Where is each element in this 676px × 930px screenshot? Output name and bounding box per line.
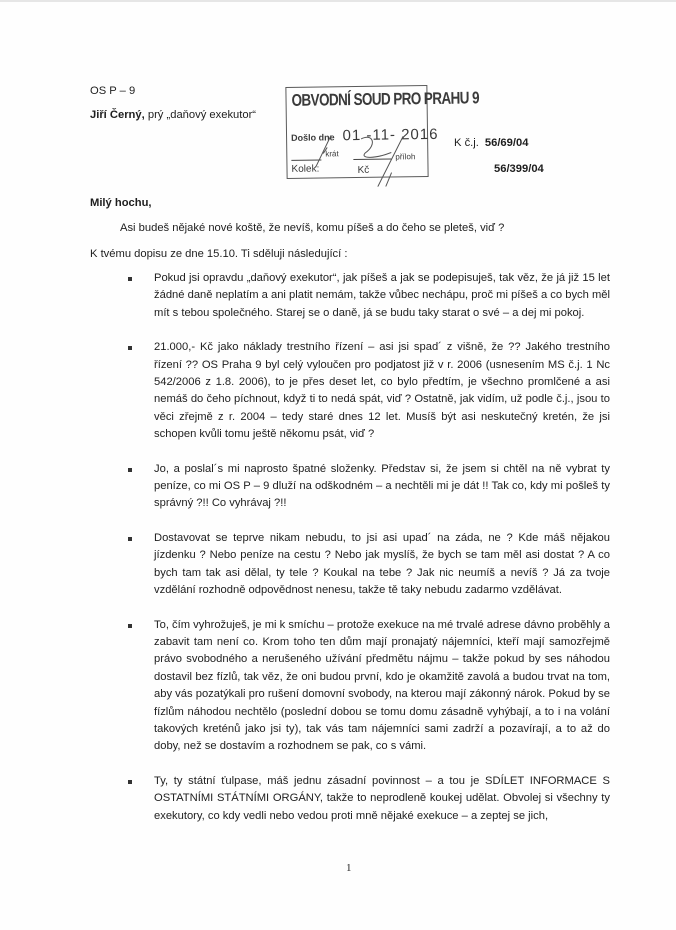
lead-paragraph: K tvému dopisu ze dne 15.10. Ti sděluji následující : bbox=[90, 248, 348, 260]
bullet-icon bbox=[128, 468, 132, 472]
stamp-line bbox=[291, 160, 321, 161]
reference-number-2: 56/399/04 bbox=[494, 163, 544, 175]
stamp-received-label: Došlo dne bbox=[291, 132, 335, 143]
list-item-text: 21.000,- Kč jako náklady trestního řízení – asi jsi spad´ z višně, že ?? Jakého trestního řízení ?? OS Praha 9 byl celý vyloučen pro podjatost již v r. 2006 (usnesením MS č.j. 1 Nc 542/2006 z 1.8. 2006), to je přes deset let, co bylo předtím, je všechno promlčené a asi nemáš do čeho píchnout, když ti to nedá spát, viď ? Ostatně, jak vidím, už podle č.j., jsou to věci zřejmě z r. 2004 – tedy staré dnes 12 let. Musíš být asi neskutečný kretén, že jsi schopen kvůli tomu ještě někomu psát, viď ? bbox=[154, 341, 610, 441]
bullet-icon bbox=[128, 624, 132, 628]
bullet-icon bbox=[128, 537, 132, 541]
list-item bbox=[126, 530, 610, 600]
stamp-received-date: 01 -11- 2016 bbox=[342, 125, 439, 145]
stamp-copies-label: krát bbox=[325, 149, 339, 159]
stamp-title: OBVODNÍ SOUD PRO PRAHU 9 bbox=[291, 88, 480, 110]
list-item-text: Dostavovat se teprve nikam nebudu, to jsi asi upad´ na záda, ne ? Kde máš nějakou jízdenku ? Nebo peníze na cestu ? Nebo jak myslíš, že bych se tam měl asi dostat ? A co bych tam tak asi dělal, ty tele ? Koukal na tebe ? Jak nic neumíš a nevíš ? Já za tvoje vzdělání rozhodně odpovědnost nenesu, takže tě taky nebudu zadarmo vzdělávat. bbox=[154, 531, 610, 597]
addressee-name: Jiří Černý, bbox=[90, 109, 145, 121]
addressee bbox=[90, 108, 256, 123]
intro-paragraph: Asi budeš nějaké nové koště, že nevíš, komu píšeš a do čeho se pleteš, viď ? bbox=[120, 222, 505, 234]
court-designation: OS P – 9 bbox=[90, 85, 136, 97]
bullet-icon bbox=[128, 277, 132, 281]
list-item-text: Ty, ty státní ťulpase, máš jednu zásadní povinnost – a tou je SDÍLET INFORMACE S OSTATNÍMI STÁTNÍMI ORGÁNY, takže to neprodleně koukej udělat. Obvolej si všechny ty exekutory, co kdy vedli nebo vedou proti mně nějaké exekuce – a zeptej se jich, bbox=[154, 774, 610, 822]
reference-number-1: 56/69/04 bbox=[484, 137, 529, 149]
stamp-line bbox=[353, 159, 391, 161]
addressee-title: prý „daňový exekutor“ bbox=[144, 109, 257, 121]
salutation: Milý hochu, bbox=[90, 197, 152, 209]
stamp-attachments-label: příloh bbox=[395, 152, 416, 162]
stamp-duty-label: Kolek: bbox=[291, 163, 320, 175]
list-item bbox=[126, 773, 610, 825]
bullet-icon bbox=[128, 780, 132, 784]
list-item bbox=[126, 461, 610, 513]
bullet-icon bbox=[128, 346, 132, 350]
list-item-text: Jo, a poslal´s mi naprosto špatné složenky. Představ si, že jsem si chtěl na ně vybrat ty peníze, co mi OS P – 9 dluží na odškodném – a nechtěli mi je dát !! Tak co, kdy mi pošleš ty správný ?!! Co vyhrávaj ?!! bbox=[154, 462, 610, 510]
stamp-currency-label: Kč bbox=[357, 164, 370, 176]
list-item-text: To, čím vyhrožuješ, je mi k smíchu – protože exekuce na mé trvalé adrese dávno proběhly a zabavit tam není co. Krom toho ten dům mají pronajatý nájemníci, kteří mají samozřejmě právo svobodného a nerušeného užívání předmětu nájmu – takže pokud by ses náhodou dostavil bez fízlů, tak věz, že oni budou první, kdo je okamžitě zavolá a budou trvat na tom, aby vás pozatýkali pro rušení domovní svobody, na kterou mají zákonný nárok. Pokud by se fízlům náhodou nechtělo (poslední dobou se tomu domu zásadně vyhýbají, a to i na volání takových kreténů jako jsi ty), tak vás tam nájemníci sami zadrží a pozavírají, a to až do doby, než se dostavím a rozhodnem se pak, co s vámi. bbox=[154, 618, 610, 753]
list-item-text: Pokud jsi opravdu „daňový exekutor“, jak píšeš a jak se podepisuješ, tak věz, že já již 15 let žádné daně neplatím a ani platit nemám, takže vůbec nechápu, proč mi píšeš a co bych měl mít s tebou společného. Starej se o daně, já se budu taky starat o své – a dej mi pokoj. bbox=[154, 272, 610, 319]
list-item bbox=[126, 339, 610, 443]
list-item bbox=[126, 617, 610, 756]
page-number: 1 bbox=[346, 862, 352, 874]
list-item bbox=[126, 270, 610, 322]
stamp-received-row bbox=[291, 126, 439, 145]
scan-edge bbox=[0, 0, 676, 2]
bullet-list bbox=[126, 270, 610, 842]
reference-line bbox=[454, 136, 528, 151]
reference-label: K č.j. bbox=[454, 137, 479, 149]
